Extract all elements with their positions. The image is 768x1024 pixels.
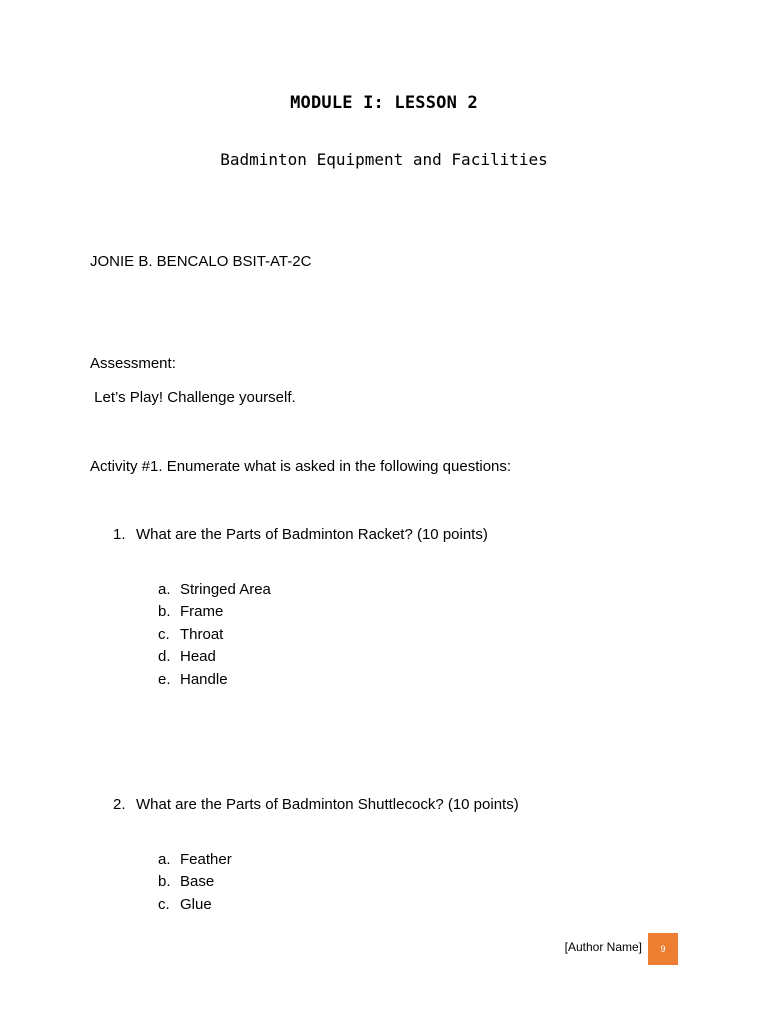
- question-2: [113, 796, 519, 813]
- list-item: [158, 646, 271, 668]
- answer-text: Stringed Area: [180, 581, 271, 598]
- answer-letter: c.: [158, 895, 170, 913]
- question-number: 2.: [113, 796, 126, 813]
- question-text: What are the Parts of Badminton Racket? (10 points): [136, 526, 488, 543]
- activity-instruction: Activity #1. Enumerate what is asked in the following questions:: [90, 458, 512, 475]
- student-name: JONIE B. BENCALO BSIT-AT-2C: [90, 253, 312, 270]
- answer-letter: e.: [158, 670, 171, 688]
- answer-text: Head: [180, 648, 216, 666]
- page-number-badge: 9: [648, 933, 678, 965]
- answer-text: Base: [180, 873, 215, 891]
- question-1: [113, 526, 488, 543]
- list-item: [158, 849, 232, 871]
- question-number: 1.: [113, 526, 126, 543]
- list-item: [158, 894, 232, 916]
- list-item: [158, 669, 271, 691]
- module-title: MODULE I: LESSON 2: [290, 93, 478, 113]
- list-item: [158, 871, 232, 893]
- answer-list-2: [158, 849, 232, 916]
- list-item: [158, 624, 271, 646]
- answer-letter: c.: [158, 625, 170, 643]
- assessment-heading: Assessment:: [90, 355, 176, 372]
- assessment-intro: Let’s Play! Challenge yourself.: [90, 389, 296, 406]
- answer-letter: b.: [158, 873, 171, 891]
- question-text: What are the Parts of Badminton Shuttlecock? (10 points): [136, 796, 519, 813]
- answer-text: Handle: [180, 670, 228, 688]
- answer-letter: d.: [158, 648, 171, 666]
- footer-author: [Author Name]: [564, 940, 642, 954]
- list-item: [158, 579, 271, 601]
- answer-letter: b.: [158, 603, 171, 621]
- answer-text: Throat: [180, 625, 224, 643]
- answer-text: Glue: [180, 895, 212, 913]
- list-item: [158, 601, 271, 623]
- answer-text: Feather: [180, 851, 232, 868]
- answer-letter: a.: [158, 851, 171, 868]
- answer-letter: a.: [158, 581, 171, 598]
- answer-text: Frame: [180, 603, 224, 621]
- answer-list-1: [158, 579, 271, 691]
- lesson-subtitle: Badminton Equipment and Facilities: [220, 150, 548, 169]
